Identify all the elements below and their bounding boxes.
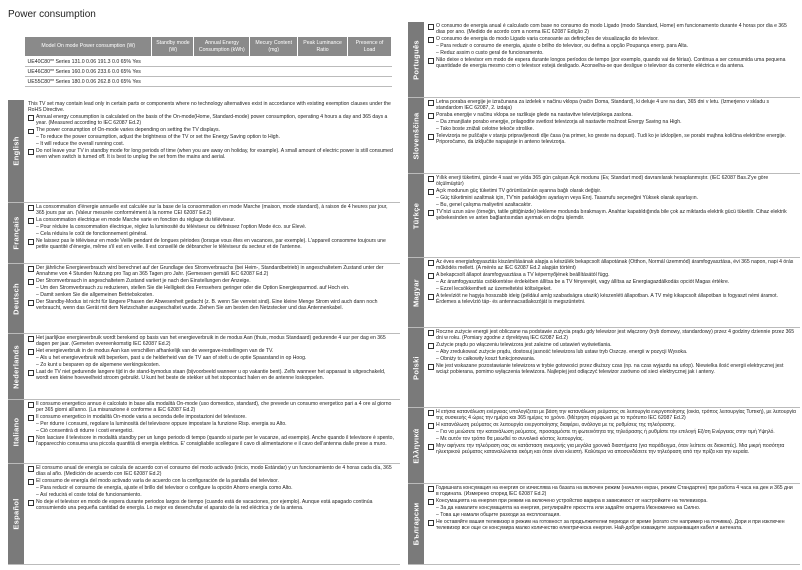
section-body xyxy=(428,409,796,483)
table-header: Mecury Content (mg) xyxy=(250,37,298,57)
bullet-item: Der Stromverbrauch in angeschaltetem Zustand variiert je nach den Einstellungen der Anzeige. xyxy=(28,278,396,284)
table-cell: UE40C80** Series 131.0 0.06 191.3 0.0 65% Yes xyxy=(25,57,392,67)
language-tab xyxy=(408,408,424,483)
table-cell: UE46C80** Series 160.0 0.06 233.6 0.0 65% Yes xyxy=(25,67,392,77)
bullet-item: Açık modunun güç tüketimi TV görüntüsünün ayarına bağlı olarak değişir. xyxy=(428,188,796,194)
language-tab xyxy=(408,174,424,257)
dash-item: – Da zmanjšate porabo energije, prilagodite svetlost televizorja ali nastavite možnost Energy Saving na High. xyxy=(436,119,682,126)
language-section xyxy=(8,400,400,464)
section-body xyxy=(428,259,796,327)
language-section xyxy=(8,203,400,264)
left-language-column xyxy=(8,100,400,565)
table-header: Presence of Load xyxy=(348,37,392,57)
language-section xyxy=(408,98,800,174)
dash-item: – Tako boste znižali celotne tekoče stroške. xyxy=(436,126,534,132)
language-tab xyxy=(408,98,424,173)
language-section xyxy=(408,174,800,258)
section-body xyxy=(428,329,796,407)
dash-item: – Това ще намали общите разходи за експлоатация. xyxy=(436,512,561,518)
language-tab-label: Português xyxy=(411,39,421,80)
bullet-item: Il consumo energetico annuo è calcolato in base alla modalità On-mode (uso domestico, standard), che prevede un consumo energetico pari a 4 ore al giorno per 365 giorni all'anno. (La misurazione è conforme a IEC 62087 Ed.2) xyxy=(28,401,396,413)
dash-item: – Με αυτόν τον τρόπο θα μειωθεί το συνολικό κόστος λειτουργίας. xyxy=(436,436,584,442)
bullet-item: O consumo de energia anual é calculado com base no consumo do modo Ligado (modo Standard, Home) em funcionamento durante 4 horas por dia e 365 dias por ano. (Medido de acordo com a norma IEC 62087 Edição 2) xyxy=(428,23,796,35)
bullet-item: Poraba energije v načinu vklopa se razlikuje glede na nastavitve televizijskega zaslona. xyxy=(428,112,796,118)
table-row xyxy=(25,77,392,87)
bullet-item: Do not leave your TV in standby mode for long periods of time (when you are away on holiday, for example). A small amount of electric power is still consumed even when switch is turned off. It is best to unplug the set from the mains and aerial. xyxy=(28,148,396,160)
bullet-item: Nie jest wskazane pozostawianie telewizora w trybie gotowości przez dłuższy czas (np. na czas wyjazdu na urlop). Niewielka ilość energii elektrycznej jest wciąż pobierana, pomimo wyłączenia telewizora. Najlepiej jest odłączyć telewizor zarówno od sieci elektrycznej jak i anteny. xyxy=(428,363,796,375)
bullet-item: Het energieverbruik in de modus Aan kan verschillen afhankelijk van de weergave-instellingen van de TV. xyxy=(28,348,396,354)
bullet-item: A televíziót ne hagyja hosszabb ideig (például amíg szabadságra utazik) készenléti állapotban. A TV még kikapcsolt állapotban is fogyaszt némi áramot. Érdemes a televízió táp- és antennacsatlakozóját is megszüntetni. xyxy=(428,293,796,305)
section-body xyxy=(28,465,396,564)
bullet-item: Az éves energiafogyasztás kiszámításának alapja a készülék bekapcsolt állapotának (Otthon, Normál üzemmód) áramfogyasztása, évi 365 napon, napi 4 órás működés mellett. (A mérés az IEC 62087 Ed.2 alapján történt) xyxy=(428,259,796,271)
table-row xyxy=(25,57,392,67)
language-tab-label: Español xyxy=(11,498,21,530)
language-tab-label: Slovenščina xyxy=(411,111,421,160)
bullet-item: La consommation d'énergie annuelle est calculée sur la base de la consommation en mode Marche (maison, mode standard), à raison de 4 heures par jour, 365 jours par an. (Valeur mesurée conformément à la norme CEI 62087 Ed.2) xyxy=(28,204,396,216)
dash-item: – Así reducirá el coste total de funcionamiento. xyxy=(36,492,142,498)
bullet-item: Il consumo energetico in modalità On-mode varia a seconda delle impostazioni del televisore. xyxy=(28,414,396,420)
dash-item: – To reduce the power consumption, adjust the brightness of the TV or set the Energy Saving option to High. xyxy=(36,134,280,141)
bullet-item: La consommation électrique en mode Marche varie en fonction du réglage du téléviseur. xyxy=(28,217,396,223)
dash-item: – За да намалите консумацията на енергия, регулирайте яркостта или задайте опцията Икономично на Силно. xyxy=(436,505,701,512)
language-tab-label: English xyxy=(11,136,21,166)
language-section xyxy=(408,408,800,484)
dash-item: – Az áramfogyasztás csökkentése érdekében állítsa be a TV fényerejét, vagy állítsa az Energiagazdálkodás opciót Magas értékre. xyxy=(436,279,730,286)
dash-item: – It will reduce the overall running cost. xyxy=(36,141,125,148)
bullet-item: Der Standby-Modus ist nicht für längere Phasen der Abwesenheit gedacht (z. B. wenn Sie verreist sind). Eine kleine Menge Strom wird auch dann noch verbraucht, wenn das Gerät mit dem Netzschalter ausgeschaltet wurde. Ziehen Sie am besten den Netzstecker und das Antennenkabel. xyxy=(28,299,396,311)
table-header: Model On mode Power consumption (W) xyxy=(25,37,152,57)
bullet-item: Zużycie prądu po włączeniu telewizora jest zależne od ustawień wyświetlania. xyxy=(428,342,796,348)
table-cell: UE55C80** Series 180.0 0.06 262.8 0.0 65% Yes xyxy=(25,77,392,87)
bullet-item: TV'nizi uzun süre (örneğin, tatile gittiğinizde) bekleme modunda bırakmayın. Anahtar kapatıldığında bile çok az miktarda elektrik gücü tüketilir. Cihaz elektrik şebekesinden ve anten bağlantısından ayırmak en doğru işlemdir. xyxy=(428,209,796,221)
table-header: Peak Luminance Ratio xyxy=(298,37,348,57)
dash-item: – Para reducir el consumo de energía, ajuste el brillo del televisor o configure la opción Ahorro energía como Alto. xyxy=(36,485,293,492)
dash-item: – Aby zredukować zużycie prądu, dostosuj jasność telewizora lub ustaw tryb Oszczę. energii w pozycji Wysoka. xyxy=(436,349,688,356)
section-body xyxy=(28,204,396,263)
bullet-item: Η κατανάλωση ρεύματος σε λειτουργία ενεργοποίησης διαφέρει, ανάλογα με τις ρυθμίσεις της τηλεόρασης. xyxy=(428,422,796,428)
language-tab xyxy=(8,464,24,564)
section-body xyxy=(428,23,796,97)
language-tab-label: Български xyxy=(411,502,421,546)
bullet-item: Laat de TV niet gedurende langere tijd in de stand-bymodus staan (bijvoorbeeld wanneer u op vakantie bent). Zelfs wanneer het apparaat is uitgeschakeld, wordt een kleine hoeveelheid stroom gebruikt. U kunt het beste de stekker uit het stopcontact halen en de antenne loskoppelen. xyxy=(28,369,396,381)
dash-item: – Pour réduire la consommation électrique, réglez la luminosité du téléviseur ou définissez l'option Mode éco. sur Élevé. xyxy=(36,224,307,231)
bullet-item: Non lasciare il televisore in modalità standby per un lungo periodo di tempo (quando si parte per le vacanze, ad esempio). Anche quando il televisore è spento, l'apparecchio consuma una piccola quantità di energia elettrica. E' consigliabile scollegare il cavo di alimentazione e il cavo dell'antenna dalle prese a muro. xyxy=(28,435,396,447)
language-tab-label: Polski xyxy=(411,355,421,380)
bullet-item: El consumo anual de energía se calcula de acuerdo con el consumo del modo activado (inicio, modo Estándar) y un funcionamiento de 4 horas cada día, 365 días al año. (Medición de acuerdo con IEC 62087 Ed.2) xyxy=(28,465,396,477)
dash-item: – Obniży to całkowity koszt funkcjonowania. xyxy=(436,356,536,362)
language-tab xyxy=(8,100,24,202)
intro-paragraph: This TV set may contain lead only in certain parts or components where no technology alternatives exist in accordance with existing exemption clauses under the RoHS Directive. xyxy=(28,101,391,114)
bullet-item: Ne laissez pas le téléviseur en mode Veille pendant de longues périodes (lorsque vous êtes en vacances, par exemple). L'appareil consomme toujours une petite quantité d'énergie, même s'il est en veille. Il est conseillé de débrancher le téléviseur du secteur et de l'antenne. xyxy=(28,238,396,250)
language-tab xyxy=(408,328,424,407)
bullet-item: Roczne zużycie energii jest obliczane na podstawie zużycia prądu gdy telewizor jest włączony (tryb domowy, standardowy) przez 4 godziny dziennie przez 365 dni w roku. (Pomiary zgodne z dyrektywą IEC 62087 Ed.2) xyxy=(428,329,796,341)
bullet-item: Letna poraba energije je izračunana za izdelek v načinu vklopa (način Doma, Standard), ki deluje 4 ure na dan, 365 dni v letu. (Izmerjeno v skladu s standardom IEC 62087, 2. izdaja) xyxy=(428,99,796,111)
dash-item: – Για να μειώσετε την κατανάλωση ρεύματος, προσαρμόστε τη φωτεινότητα της τηλεόρασης ή ρυθμίστε την επιλογή Εξ/ση Ενέργειας στην τιμή Υψηλό. xyxy=(436,429,775,436)
language-section xyxy=(8,334,400,400)
dash-item: – Ezzel lecsökkentheti az üzemeltetési költségeket. xyxy=(436,286,552,292)
language-section xyxy=(408,328,800,408)
bullet-item: Televizorja ne puščajte v stanju pripravljenosti dlje časa (na primer, ko greste na dopust). Tudi ko je izklopljen, se porabi majhna količina električne energije. Priporočamo, da izključite napajanje in anteno televizorja. xyxy=(428,133,796,145)
bullet-item: Μην αφήνετε την τηλεόραση σας σε κατάσταση αναμονής για μεγάλα χρονικά διαστήματα (για παράδειγμα, όταν λείπετε σε διακοπές). Μια μικρή ποσότητα ηλεκτρικού ρεύματος καταναλώνεται ακόμη και όταν είναι κλειστή. Καλύτερα να αποσυνδέσετε την τηλεόραση από την πρίζα και την κεραία. xyxy=(428,443,796,455)
language-section xyxy=(8,264,400,334)
dash-item: – Um den Stromverbrauch zu reduzieren, stellen Sie die Helligkeit des Fernsehers geringer oder die Option Energiesparmod. auf Hoch ein. xyxy=(36,285,350,292)
table-header: Annual Energy Consumption (kWh) xyxy=(194,37,250,57)
language-tab xyxy=(408,484,424,564)
language-section xyxy=(408,258,800,328)
language-tab-label: Italiano xyxy=(11,417,21,446)
language-tab xyxy=(8,264,24,333)
dash-item: – Bu, genel çalışma maliyetini azaltacaktır. xyxy=(436,202,532,208)
section-body xyxy=(428,485,796,564)
dash-item: – Zo kunt u besparen op de algemene werkingskosten. xyxy=(36,362,161,368)
bullet-item: El consumo de energía del modo activado varía de acuerdo con la configuración de la pantalla del televisor. xyxy=(28,478,396,484)
table-row xyxy=(25,67,392,77)
section-body xyxy=(28,265,396,333)
table-header-row xyxy=(25,37,392,57)
dash-item: – Damit senken Sie die allgemeinen Betriebskosten. xyxy=(36,292,154,298)
dash-item: – Güç tüketimini azaltmak için, TV'nin parlaklığını ayarlayın veya Enrj. Tasarrufu seçeneğini Yüksek olarak ayarlayın. xyxy=(436,195,699,202)
bullet-item: Não deixe o televisor em modo de espera durante longos períodos de tempo (por exemplo, quando vai de férias). Continua a ser consumida uma pequena quantidade de energia mesmo com o televisor estejá desligado. Aconselha-se que desligue o televisor da corrente eléctrica e da antena. xyxy=(428,57,796,69)
language-tab xyxy=(408,22,424,97)
right-language-column xyxy=(408,22,800,565)
power-consumption-table xyxy=(24,36,392,87)
dash-item: – Ciò consentirà di ridurre i costi energetici. xyxy=(36,428,134,434)
bullet-item: Yıllık enerji tüketimi, günde 4 saat ve yılda 365 gün çalışan Açık modunu (Ev, Standart mod) davranılarak hesaplanmıştır. (IEC 62087 Bas.2'ye göre ölçülmüştür) xyxy=(428,175,796,187)
language-section xyxy=(8,100,400,203)
dash-item: – Per ridurre i consumi, regolare la luminosità del televisore oppure impostare la funzione Risp. energia su Alto. xyxy=(36,421,287,428)
bullet-item: Het jaarlijkse energieverbruik wordt berekend op basis van het energieverbruik in de modus Aan (thuis, modus Standaard) gedurende 4 uur per dag en 365 dagen per jaar. (Gemeten overeenkomstig IEC 62087 Ed.2) xyxy=(28,335,396,347)
bullet-item: O consumo de energia do modo Ligado varia consoante as definições de visualização do televisor. xyxy=(428,36,796,42)
bullet-item: Годишната консумация на енергия се изчислява на базата на включен режим (начален екран, режим Стандартен) при работа 4 часа на ден и 365 дни в годината. (Измерено според IEC 62087 Ed.2) xyxy=(428,485,796,497)
language-section xyxy=(8,464,400,565)
bullet-item: The power consumption of On-mode varies depending on setting the TV displays. xyxy=(28,127,396,133)
language-tab-label: Deutsch xyxy=(11,282,21,315)
section-body xyxy=(428,175,796,257)
language-section xyxy=(408,22,800,98)
dash-item: – Para reduzir o consumo de energia, ajuste o brilho do televisor, ou defina a opção Poupança energ. para Alta. xyxy=(436,43,689,50)
dash-item: – Cela réduira le coût de fonctionnement général. xyxy=(36,231,148,237)
language-tab-label: Türkçe xyxy=(411,202,421,229)
section-body xyxy=(28,401,396,463)
dash-item: – Als u het energieverbruik wilt beperken, past u de helderheid van de TV aan of stelt u de optie Spaarstand in op Hoog. xyxy=(36,355,307,362)
bullet-item: Annual energy consumption is calculated on the basis of the On-mode(Home, Standard-mode) power consumption, operating 4 hours a day and 365 days a year. (Measured according to IEC 62087 Ed.2) xyxy=(28,114,396,126)
language-tab xyxy=(8,400,24,463)
language-tab-label: Magyar xyxy=(411,278,421,307)
dash-item: – Reduz assim o custo geral de funcionamento. xyxy=(436,50,544,56)
page-title: Power consumption xyxy=(8,9,96,20)
section-body xyxy=(428,99,796,173)
bullet-item: Не оставяйте вашия телевизор в режим на готовност за продължителни периоди от време (когато сте например на почивка). Дори и при изключен телевизор все още се консумира малко количество електрическа енергия. Най-добре изваждете захранващия кабел и антената. xyxy=(428,519,796,531)
table-header: Standby mode (W) xyxy=(152,37,194,57)
bullet-item: Η ετήσια κατανάλωση ενέργειας υπολογίζεται με βάση την κατανάλωση ρεύματος σε λειτουργία ενεργοποίησης (οικία, τρόπος λειτουργίας Τυπική), με λειτουργία της συσκευής 4 ώρες την ημέρα και 365 ημέρες το χρόνο. (Μέτρηση σύμφωνα με το πρότυπο IEC 62087 Ed.2) xyxy=(428,409,796,421)
language-tab-label: Français xyxy=(11,216,21,250)
section-body xyxy=(28,335,396,399)
bullet-item: Der jährliche Energieverbrauch wird berechnet auf der Grundlage des Stromverbrauchs (bei Heim-, Standardbetrieb) in angeschaltetem Zustand unter der Annahme von 4 Stunden Nutzung pro Tag an 365 Tagen pro Jahr. (Gemessen gemäß IEC 62087 Ed.2) xyxy=(28,265,396,277)
language-tab xyxy=(8,334,24,399)
section-body xyxy=(28,101,396,202)
language-tab xyxy=(408,258,424,327)
language-tab-label: Nederlands xyxy=(11,344,21,389)
bullet-item: Консумацията на енергия при режим на включено устройство варира в зависимост от настройките на телевизора. xyxy=(428,498,796,504)
language-tab xyxy=(8,203,24,263)
language-section xyxy=(408,484,800,565)
bullet-item: A bekapcsolt állapot áramfogyasztása a TV képernyőjének beállításától függ. xyxy=(428,272,796,278)
language-tab-label: Ελληνικά xyxy=(411,427,421,464)
bullet-item: No deje el televisor en modo de espera durante periodos largos de tiempo (cuando está de vacaciones, por ejemplo). Aunque está apagado continúa consumiendo una pequeña cantidad de energía. Lo mejor es desenchufar el aparato de la red eléctrica y de la antena. xyxy=(28,499,396,511)
